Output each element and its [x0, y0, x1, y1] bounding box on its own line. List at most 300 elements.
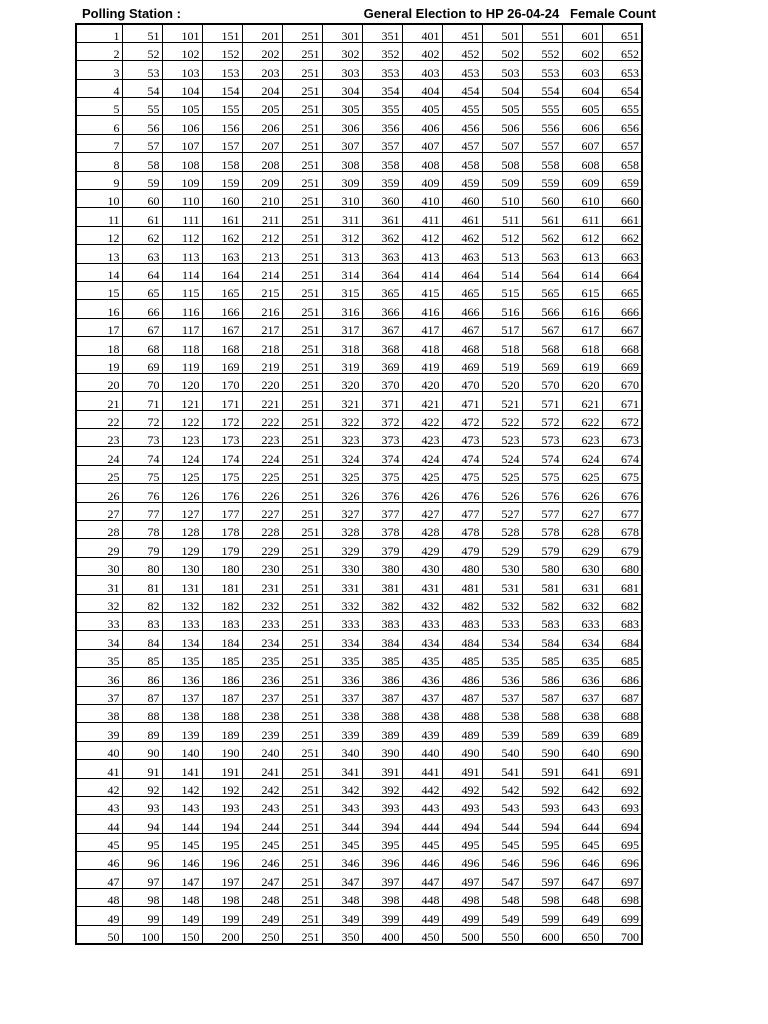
- table-cell: 528: [482, 521, 522, 539]
- table-cell: 583: [522, 613, 562, 631]
- table-cell: 83: [122, 613, 162, 631]
- table-cell: 130: [162, 557, 202, 575]
- table-cell: 691: [602, 760, 642, 778]
- table-cell: 669: [602, 355, 642, 373]
- table-cell: 141: [162, 760, 202, 778]
- table-cell: 393: [362, 796, 402, 814]
- table-cell: 590: [522, 741, 562, 759]
- table-row: [76, 465, 642, 483]
- table-cell: 330: [322, 557, 362, 575]
- table-cell: 221: [242, 392, 282, 410]
- table-cell: 235: [242, 649, 282, 667]
- table-cell: 665: [602, 281, 642, 299]
- table-cell: 251: [282, 355, 322, 373]
- table-cell: 170: [202, 373, 242, 391]
- table-cell: 16: [76, 300, 122, 318]
- table-row: [76, 263, 642, 281]
- table-cell: 622: [562, 410, 602, 428]
- table-row: [76, 576, 642, 594]
- table-cell: 333: [322, 613, 362, 631]
- table-cell: 548: [482, 888, 522, 906]
- table-cell: 471: [442, 392, 482, 410]
- table-cell: 138: [162, 704, 202, 722]
- table-cell: 632: [562, 594, 602, 612]
- table-cell: 404: [402, 79, 442, 97]
- table-cell: 618: [562, 337, 602, 355]
- table-row: [76, 557, 642, 575]
- table-cell: 484: [442, 631, 482, 649]
- table-cell: 647: [562, 870, 602, 888]
- table-cell: 432: [402, 594, 442, 612]
- table-cell: 120: [162, 373, 202, 391]
- table-cell: 28: [76, 521, 122, 539]
- table-cell: 328: [322, 521, 362, 539]
- table-cell: 387: [362, 686, 402, 704]
- table-cell: 370: [362, 373, 402, 391]
- table-cell: 12: [76, 226, 122, 244]
- table-cell: 244: [242, 815, 282, 833]
- table-cell: 645: [562, 833, 602, 851]
- table-cell: 385: [362, 649, 402, 667]
- table-cell: 526: [482, 484, 522, 502]
- table-cell: 451: [442, 24, 482, 42]
- table-cell: 518: [482, 337, 522, 355]
- table-row: [76, 649, 642, 667]
- table-row: [76, 153, 642, 171]
- table-row: [76, 631, 642, 649]
- table-cell: 595: [522, 833, 562, 851]
- table-cell: 603: [562, 61, 602, 79]
- table-cell: 554: [522, 79, 562, 97]
- table-cell: 464: [442, 263, 482, 281]
- table-cell: 492: [442, 778, 482, 796]
- table-cell: 61: [122, 208, 162, 226]
- table-cell: 207: [242, 134, 282, 152]
- table-cell: 188: [202, 704, 242, 722]
- table-cell: 498: [442, 888, 482, 906]
- table-cell: 399: [362, 907, 402, 925]
- table-cell: 18: [76, 337, 122, 355]
- table-cell: 682: [602, 594, 642, 612]
- table-cell: 651: [602, 24, 642, 42]
- table-cell: 60: [122, 190, 162, 208]
- table-cell: 363: [362, 245, 402, 263]
- table-cell: 582: [522, 594, 562, 612]
- table-cell: 486: [442, 668, 482, 686]
- table-cell: 428: [402, 521, 442, 539]
- table-cell: 251: [282, 576, 322, 594]
- table-cell: 199: [202, 907, 242, 925]
- table-cell: 149: [162, 907, 202, 925]
- table-cell: 124: [162, 447, 202, 465]
- table-cell: 656: [602, 116, 642, 134]
- table-cell: 137: [162, 686, 202, 704]
- table-cell: 384: [362, 631, 402, 649]
- table-row: [76, 373, 642, 391]
- table-cell: 251: [282, 778, 322, 796]
- table-cell: 39: [76, 723, 122, 741]
- table-cell: 563: [522, 245, 562, 263]
- table-cell: 152: [202, 42, 242, 60]
- table-cell: 234: [242, 631, 282, 649]
- table-cell: 354: [362, 79, 402, 97]
- table-cell: 602: [562, 42, 602, 60]
- table-cell: 251: [282, 741, 322, 759]
- table-cell: 69: [122, 355, 162, 373]
- table-cell: 573: [522, 429, 562, 447]
- table-cell: 5: [76, 98, 122, 116]
- table-cell: 679: [602, 539, 642, 557]
- table-cell: 423: [402, 429, 442, 447]
- table-cell: 473: [442, 429, 482, 447]
- table-cell: 251: [282, 521, 322, 539]
- table-cell: 666: [602, 300, 642, 318]
- table-cell: 561: [522, 208, 562, 226]
- table-cell: 126: [162, 484, 202, 502]
- table-cell: 535: [482, 649, 522, 667]
- table-cell: 380: [362, 557, 402, 575]
- table-cell: 372: [362, 410, 402, 428]
- table-cell: 674: [602, 447, 642, 465]
- table-row: [76, 907, 642, 925]
- table-cell: 251: [282, 153, 322, 171]
- table-cell: 497: [442, 870, 482, 888]
- table-cell: 65: [122, 281, 162, 299]
- table-cell: 522: [482, 410, 522, 428]
- table-cell: 575: [522, 465, 562, 483]
- table-cell: 341: [322, 760, 362, 778]
- table-cell: 251: [282, 760, 322, 778]
- table-cell: 520: [482, 373, 522, 391]
- table-cell: 438: [402, 704, 442, 722]
- table-cell: 485: [442, 649, 482, 667]
- table-cell: 50: [76, 925, 122, 943]
- table-cell: 78: [122, 521, 162, 539]
- table-cell: 98: [122, 888, 162, 906]
- table-cell: 475: [442, 465, 482, 483]
- table-cell: 75: [122, 465, 162, 483]
- table-cell: 611: [562, 208, 602, 226]
- table-cell: 323: [322, 429, 362, 447]
- table-cell: 174: [202, 447, 242, 465]
- table-cell: 448: [402, 888, 442, 906]
- table-cell: 251: [282, 539, 322, 557]
- table-cell: 444: [402, 815, 442, 833]
- table-cell: 654: [602, 79, 642, 97]
- table-cell: 143: [162, 796, 202, 814]
- table-cell: 200: [202, 925, 242, 943]
- table-cell: 225: [242, 465, 282, 483]
- table-cell: 80: [122, 557, 162, 575]
- table-cell: 496: [442, 852, 482, 870]
- table-cell: 585: [522, 649, 562, 667]
- table-cell: 527: [482, 502, 522, 520]
- table-cell: 390: [362, 741, 402, 759]
- table-cell: 251: [282, 870, 322, 888]
- table-cell: 32: [76, 594, 122, 612]
- table-cell: 468: [442, 337, 482, 355]
- table-cell: 34: [76, 631, 122, 649]
- table-cell: 516: [482, 300, 522, 318]
- table-cell: 693: [602, 796, 642, 814]
- table-cell: 308: [322, 153, 362, 171]
- table-cell: 180: [202, 557, 242, 575]
- table-cell: 628: [562, 521, 602, 539]
- table-cell: 462: [442, 226, 482, 244]
- table-cell: 386: [362, 668, 402, 686]
- table-cell: 436: [402, 668, 442, 686]
- table-cell: 391: [362, 760, 402, 778]
- table-row: [76, 613, 642, 631]
- table-cell: 365: [362, 281, 402, 299]
- table-row: [76, 704, 642, 722]
- table-cell: 345: [322, 833, 362, 851]
- table-cell: 14: [76, 263, 122, 281]
- table-cell: 415: [402, 281, 442, 299]
- table-cell: 430: [402, 557, 442, 575]
- table-cell: 179: [202, 539, 242, 557]
- table-cell: 642: [562, 778, 602, 796]
- table-cell: 238: [242, 704, 282, 722]
- table-cell: 301: [322, 24, 362, 42]
- table-cell: 56: [122, 116, 162, 134]
- table-cell: 1: [76, 24, 122, 42]
- table-cell: 694: [602, 815, 642, 833]
- table-cell: 251: [282, 502, 322, 520]
- table-cell: 346: [322, 852, 362, 870]
- table-cell: 223: [242, 429, 282, 447]
- table-cell: 525: [482, 465, 522, 483]
- table-cell: 127: [162, 502, 202, 520]
- table-cell: 214: [242, 263, 282, 281]
- table-row: [76, 98, 642, 116]
- table-cell: 625: [562, 465, 602, 483]
- table-cell: 104: [162, 79, 202, 97]
- table-cell: 598: [522, 888, 562, 906]
- table-row: [76, 484, 642, 502]
- table-cell: 331: [322, 576, 362, 594]
- table-cell: 334: [322, 631, 362, 649]
- table-cell: 71: [122, 392, 162, 410]
- table-cell: 685: [602, 649, 642, 667]
- table-cell: 356: [362, 116, 402, 134]
- table-cell: 194: [202, 815, 242, 833]
- table-cell: 169: [202, 355, 242, 373]
- table-cell: 193: [202, 796, 242, 814]
- table-row: [76, 79, 642, 97]
- table-cell: 577: [522, 502, 562, 520]
- table-cell: 147: [162, 870, 202, 888]
- table-cell: 677: [602, 502, 642, 520]
- table-cell: 219: [242, 355, 282, 373]
- table-cell: 42: [76, 778, 122, 796]
- table-cell: 382: [362, 594, 402, 612]
- table-cell: 226: [242, 484, 282, 502]
- table-cell: 251: [282, 815, 322, 833]
- table-row: [76, 870, 642, 888]
- table-cell: 437: [402, 686, 442, 704]
- table-cell: 315: [322, 281, 362, 299]
- table-cell: 658: [602, 153, 642, 171]
- table-cell: 340: [322, 741, 362, 759]
- table-cell: 37: [76, 686, 122, 704]
- table-cell: 655: [602, 98, 642, 116]
- table-cell: 109: [162, 171, 202, 189]
- table-cell: 401: [402, 24, 442, 42]
- table-cell: 105: [162, 98, 202, 116]
- table-cell: 111: [162, 208, 202, 226]
- table-cell: 418: [402, 337, 442, 355]
- table-cell: 562: [522, 226, 562, 244]
- table-cell: 505: [482, 98, 522, 116]
- table-cell: 128: [162, 521, 202, 539]
- table-cell: 202: [242, 42, 282, 60]
- table-cell: 465: [442, 281, 482, 299]
- table-cell: 185: [202, 649, 242, 667]
- table-cell: 186: [202, 668, 242, 686]
- table-cell: 504: [482, 79, 522, 97]
- table-cell: 627: [562, 502, 602, 520]
- table-cell: 215: [242, 281, 282, 299]
- table-cell: 23: [76, 429, 122, 447]
- table-cell: 580: [522, 557, 562, 575]
- table-cell: 233: [242, 613, 282, 631]
- table-cell: 500: [442, 925, 482, 943]
- table-cell: 519: [482, 355, 522, 373]
- tally-table: [75, 23, 643, 945]
- table-cell: 410: [402, 190, 442, 208]
- table-cell: 322: [322, 410, 362, 428]
- table-cell: 565: [522, 281, 562, 299]
- table-cell: 426: [402, 484, 442, 502]
- table-cell: 530: [482, 557, 522, 575]
- table-cell: 662: [602, 226, 642, 244]
- table-row: [76, 392, 642, 410]
- table-cell: 159: [202, 171, 242, 189]
- table-cell: 671: [602, 392, 642, 410]
- table-cell: 182: [202, 594, 242, 612]
- table-cell: 502: [482, 42, 522, 60]
- table-cell: 158: [202, 153, 242, 171]
- table-cell: 369: [362, 355, 402, 373]
- table-cell: 441: [402, 760, 442, 778]
- table-cell: 604: [562, 79, 602, 97]
- table-cell: 470: [442, 373, 482, 391]
- table-cell: 318: [322, 337, 362, 355]
- table-cell: 529: [482, 539, 522, 557]
- table-cell: 62: [122, 226, 162, 244]
- table-cell: 116: [162, 300, 202, 318]
- table-cell: 24: [76, 447, 122, 465]
- table-cell: 680: [602, 557, 642, 575]
- table-cell: 44: [76, 815, 122, 833]
- table-cell: 204: [242, 79, 282, 97]
- table-cell: 251: [282, 226, 322, 244]
- table-cell: 389: [362, 723, 402, 741]
- table-cell: 612: [562, 226, 602, 244]
- table-cell: 609: [562, 171, 602, 189]
- table-cell: 74: [122, 447, 162, 465]
- table-cell: 650: [562, 925, 602, 943]
- table-cell: 79: [122, 539, 162, 557]
- table-cell: 553: [522, 61, 562, 79]
- table-cell: 379: [362, 539, 402, 557]
- table-cell: 374: [362, 447, 402, 465]
- table-row: [76, 171, 642, 189]
- table-cell: 224: [242, 447, 282, 465]
- table-cell: 86: [122, 668, 162, 686]
- table-cell: 348: [322, 888, 362, 906]
- table-row: [76, 741, 642, 759]
- table-cell: 52: [122, 42, 162, 60]
- table-cell: 10: [76, 190, 122, 208]
- table-cell: 211: [242, 208, 282, 226]
- table-cell: 545: [482, 833, 522, 851]
- table-cell: 251: [282, 465, 322, 483]
- table-cell: 251: [282, 723, 322, 741]
- table-row: [76, 925, 642, 943]
- table-cell: 460: [442, 190, 482, 208]
- table-cell: 480: [442, 557, 482, 575]
- table-cell: 251: [282, 888, 322, 906]
- table-cell: 624: [562, 447, 602, 465]
- table-cell: 131: [162, 576, 202, 594]
- table-cell: 514: [482, 263, 522, 281]
- table-cell: 114: [162, 263, 202, 281]
- election-title: General Election to HP 26-04-24 Female Count: [363, 6, 656, 21]
- table-cell: 249: [242, 907, 282, 925]
- table-cell: 698: [602, 888, 642, 906]
- table-cell: 251: [282, 24, 322, 42]
- table-cell: 201: [242, 24, 282, 42]
- table-cell: 614: [562, 263, 602, 281]
- table-cell: 538: [482, 704, 522, 722]
- table-cell: 85: [122, 649, 162, 667]
- table-cell: 699: [602, 907, 642, 925]
- table-cell: 251: [282, 484, 322, 502]
- table-cell: 559: [522, 171, 562, 189]
- table-cell: 667: [602, 318, 642, 336]
- table-cell: 102: [162, 42, 202, 60]
- table-cell: 383: [362, 613, 402, 631]
- table-cell: 317: [322, 318, 362, 336]
- table-cell: 501: [482, 24, 522, 42]
- table-cell: 251: [282, 42, 322, 60]
- table-cell: 208: [242, 153, 282, 171]
- table-cell: 181: [202, 576, 242, 594]
- table-cell: 584: [522, 631, 562, 649]
- table-cell: 597: [522, 870, 562, 888]
- table-cell: 638: [562, 704, 602, 722]
- table-cell: 237: [242, 686, 282, 704]
- table-cell: 177: [202, 502, 242, 520]
- table-cell: 414: [402, 263, 442, 281]
- table-cell: 93: [122, 796, 162, 814]
- table-cell: 546: [482, 852, 522, 870]
- table-cell: 40: [76, 741, 122, 759]
- table-cell: 29: [76, 539, 122, 557]
- table-cell: 681: [602, 576, 642, 594]
- table-row: [76, 760, 642, 778]
- table-cell: 22: [76, 410, 122, 428]
- table-cell: 551: [522, 24, 562, 42]
- table-cell: 442: [402, 778, 442, 796]
- table-cell: 648: [562, 888, 602, 906]
- table-cell: 491: [442, 760, 482, 778]
- table-cell: 175: [202, 465, 242, 483]
- table-cell: 82: [122, 594, 162, 612]
- table-cell: 168: [202, 337, 242, 355]
